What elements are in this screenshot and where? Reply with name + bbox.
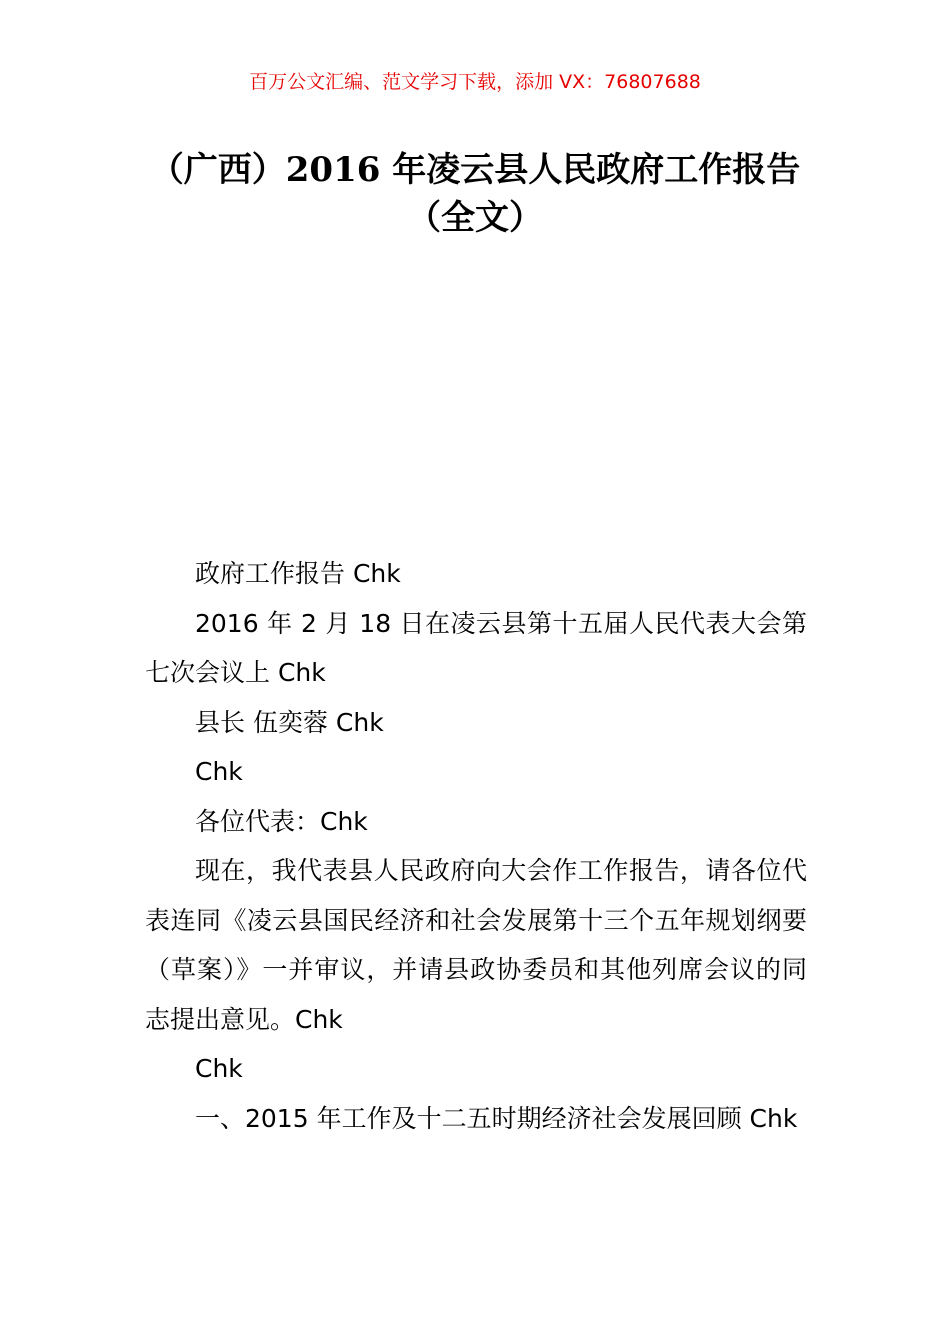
paragraph-meeting-date: 2016 年 2 月 18 日在凌云县第十五届人民代表大会第七次会议上 Chk	[145, 608, 807, 687]
paragraph-speaker: 县长 伍奕蓉 Chk	[195, 707, 384, 737]
paragraph-salutation: 各位代表：Chk	[195, 806, 368, 836]
paragraph-marker-2: Chk	[195, 1054, 243, 1083]
document-title	[120, 146, 830, 242]
header-watermark-note: 百万公文汇编、范文学习下载，添加 VX：76807688	[249, 71, 701, 93]
paragraph-marker: Chk	[195, 757, 243, 786]
section-heading-review: 一、2015 年工作及十二五时期经济社会发展回顾 Chk	[195, 1103, 798, 1133]
paragraph-report-label: 政府工作报告 Chk	[195, 559, 401, 588]
document-body	[145, 549, 807, 1143]
document-title-line-1: （广西）2016 年凌云县人民政府工作报告	[149, 150, 801, 190]
paragraph-introduction: 现在，我代表县人民政府向大会作工作报告，请各位代表连同《凌云县国民经济和社会发展第十三个五年规划纲要（草案）》一并审议，并请县政协委员和其他列席会议的同志提出意见。Chk	[145, 856, 807, 1034]
document-title-line-2: （全文）	[407, 198, 543, 238]
